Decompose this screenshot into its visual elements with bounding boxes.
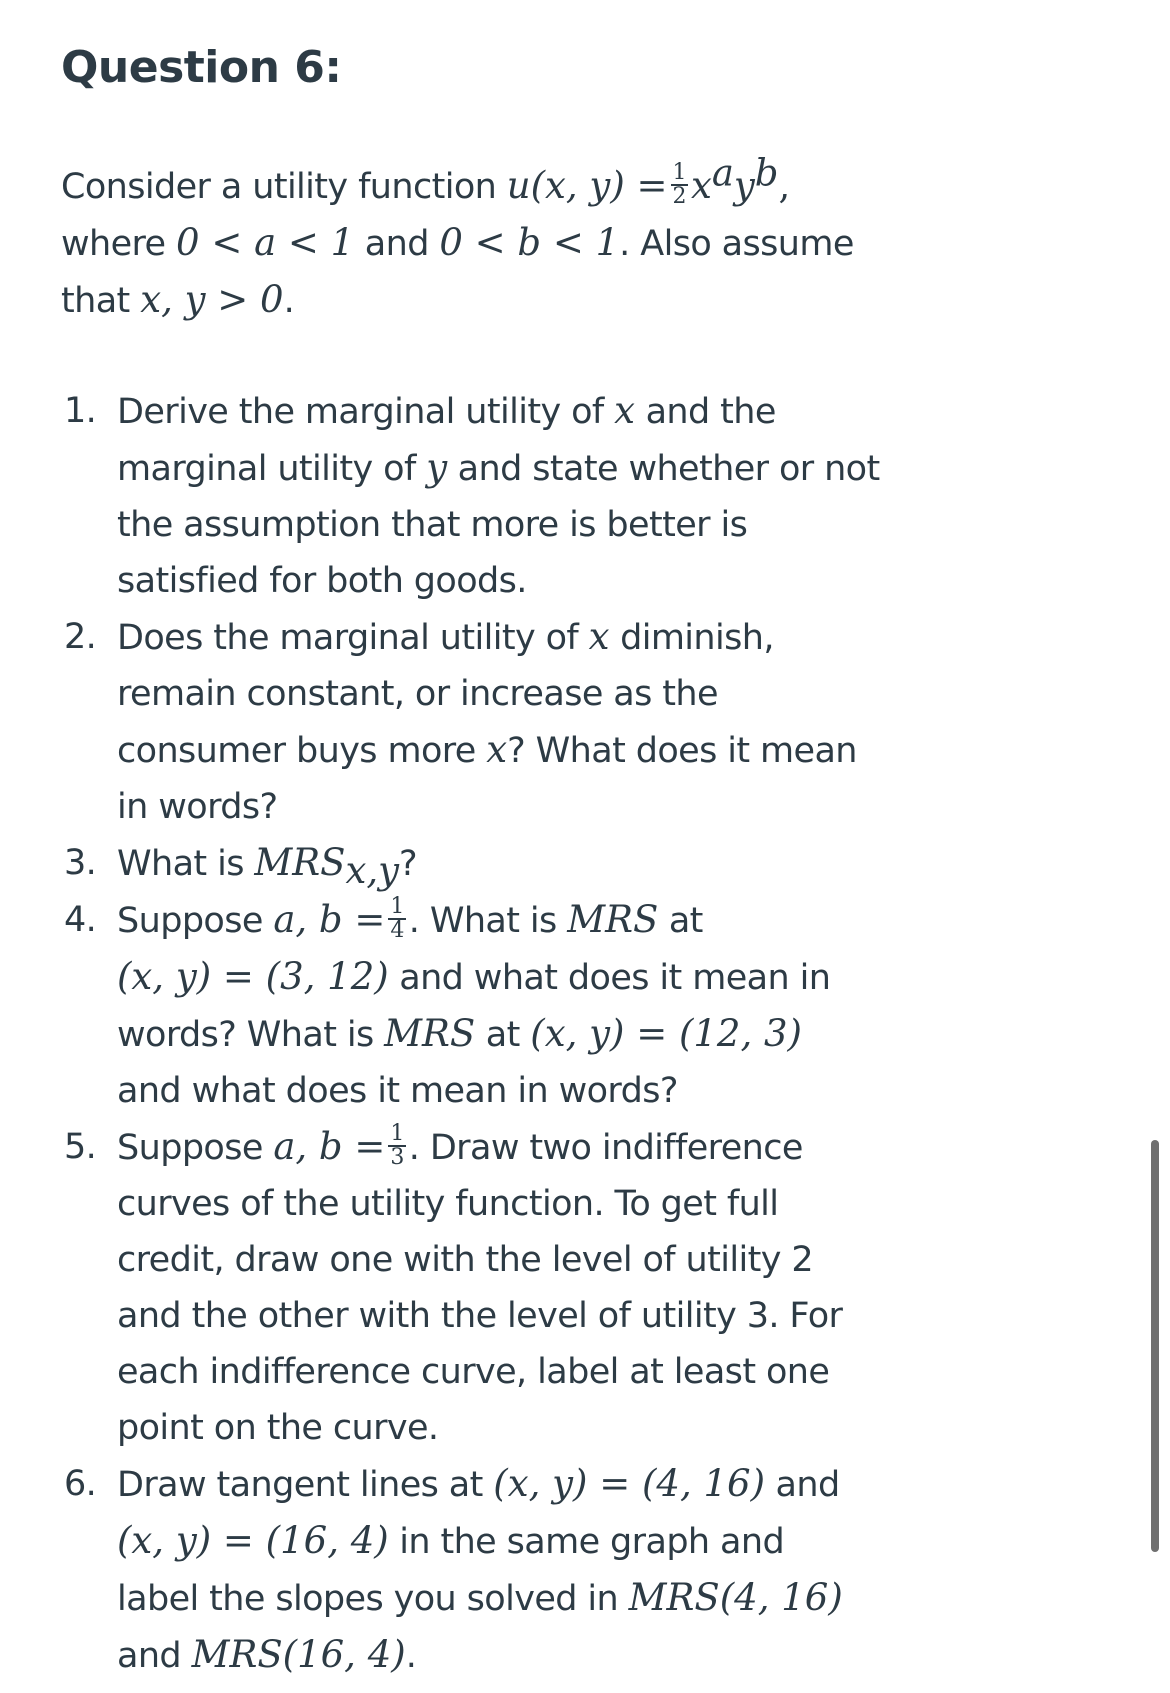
question-parts-list bbox=[61, 383, 881, 1684]
item-number: 6. bbox=[64, 1464, 97, 1504]
list-item-1: 1. Derive the marginal utility of x and the marginal utility of y and state whether or not the assumption that more is better is satisfied for both goods. bbox=[61, 383, 881, 609]
item-number: 4. bbox=[64, 900, 97, 940]
intro-line-3: that x, y > 0. bbox=[61, 278, 295, 321]
vertical-scrollbar[interactable] bbox=[1151, 1140, 1159, 1552]
math-utility-function: u(x, y) = bbox=[506, 164, 668, 207]
list-item-5: 5. Suppose a, b = $\frac{1}{3}$ . Draw two indifference curves of the utility function. To get full credit, draw one with the level of utility 2 and the other with the level of utility 3. For each indifference curve, label at least one point on the curve. bbox=[64, 1121, 843, 1448]
intro-line-2: where 0 < a < 1 and 0 < b < 1. Also assume bbox=[61, 221, 854, 264]
fraction-one-fourth: $\frac{1}{4}$ bbox=[390, 894, 404, 943]
list-item-2: 2. Does the marginal utility of x diminish, remain constant, or increase as the consumer buys more x? What does it mean in words? bbox=[61, 609, 881, 835]
item-number: 3. bbox=[64, 843, 97, 883]
question-intro bbox=[61, 151, 861, 329]
fraction-one-third: $\frac{1}{3}$ bbox=[390, 1121, 404, 1170]
question-title: Question 6: bbox=[61, 42, 342, 93]
intro-line-1: Consider a utility function u(x, y) = $\frac{1}{2}$ $x^ay^b$, bbox=[61, 151, 791, 209]
item-number: 1. bbox=[64, 391, 97, 431]
item-number: 2. bbox=[64, 617, 97, 657]
fraction-one-half: $\frac{1}{2}$ bbox=[672, 160, 686, 209]
list-item-4: 4. Suppose a, b = $\frac{1}{4}$ . What is MRS at (x, y) = (3, 12) and what does it mean in words? What is MRS at (x, y) = (12, 3) and what does it mean in words? bbox=[64, 894, 831, 1111]
item-number: 5. bbox=[64, 1127, 97, 1167]
list-item-3: 3. What is $MRS_{x,y}$? bbox=[61, 835, 881, 892]
list-item-6: 6. Draw tangent lines at (x, y) = (4, 16) and (x, y) = (16, 4) in the same graph and label the slopes you solved in MRS(4, 16) and MRS(16, 4). bbox=[61, 1456, 881, 1684]
